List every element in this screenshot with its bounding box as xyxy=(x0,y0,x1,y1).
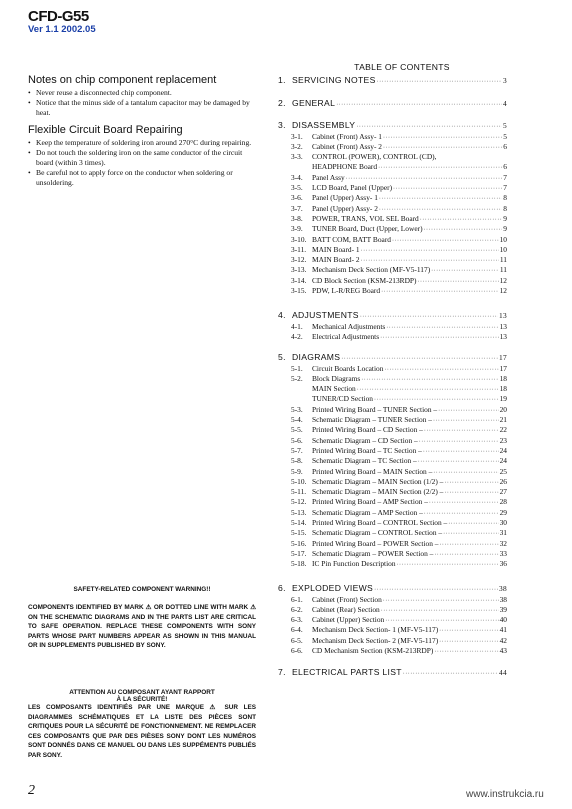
toc-page-number: 38 xyxy=(499,584,507,593)
toc-leader xyxy=(381,289,499,295)
toc-page-number: 28 xyxy=(499,497,507,507)
toc-subsection-number: 3-1. xyxy=(291,131,303,141)
toc-page-number: 10 xyxy=(499,234,507,244)
toc-subsection[interactable] xyxy=(291,286,507,295)
safety-warning-fr-title-1: ATTENTION AU COMPOSANT AYANT RAPPORT xyxy=(69,689,215,696)
toc-subsection-label: Printed Wiring Board – TUNER Section – xyxy=(312,404,438,414)
toc-subsection[interactable] xyxy=(291,487,507,496)
toc-section[interactable] xyxy=(278,75,507,85)
toc-subsection-number: 5-6. xyxy=(291,435,303,445)
toc-page-number: 11 xyxy=(499,255,507,265)
toc-page-number: 13 xyxy=(499,321,507,331)
toc-subsection-number: 5-12. xyxy=(291,497,307,507)
toc-leader xyxy=(379,196,502,202)
chip-notes-list xyxy=(28,88,256,118)
list-item: • Notice that the minus side of a tantalum capacitor may be damaged by heat. xyxy=(28,98,256,118)
toc-subsection-number: 5-9. xyxy=(291,466,303,476)
toc-page-number: 6 xyxy=(503,141,507,151)
toc-leader xyxy=(419,439,499,445)
toc-subsection-number: 3-8. xyxy=(291,213,303,223)
toc-leader xyxy=(383,145,502,151)
toc-section-number: 7. xyxy=(278,667,286,677)
toc-subsection-label: CD Mechanism Section (KSM-213RDP) xyxy=(312,646,434,655)
toc-page-number: 8 xyxy=(503,203,507,213)
toc-subsection[interactable] xyxy=(291,374,507,383)
toc-subsection-number: 3-7. xyxy=(291,203,303,213)
toc-page-number: 10 xyxy=(499,244,507,254)
toc-leader xyxy=(444,490,498,496)
toc-subsection-label: HEADPHONE Board xyxy=(312,162,378,172)
toc-subsection[interactable] xyxy=(291,265,507,274)
toc-page-number: 9 xyxy=(503,224,507,234)
toc-subsection-number: 6-4. xyxy=(291,625,303,635)
toc-subsection-label: Printed Wiring Board – CD Section – xyxy=(312,425,423,435)
toc-subsection[interactable] xyxy=(291,255,507,264)
toc-subsection-number: 5-15. xyxy=(291,528,307,538)
version-label: Ver 1.1 2002.05 xyxy=(28,24,96,35)
toc-subsection[interactable] xyxy=(291,605,507,614)
list-item: • Be careful not to apply force on the conductor when soldering or unsoldering. xyxy=(28,168,256,188)
toc-leader xyxy=(424,428,499,434)
toc-subsection[interactable] xyxy=(291,332,507,341)
toc-subsection-number: 5-5. xyxy=(291,425,303,435)
toc-section-number: 6. xyxy=(278,583,286,593)
toc-section[interactable] xyxy=(278,583,507,593)
toc-subsection-label: Schematic Diagram – MAIN Section (1/2) – xyxy=(312,476,444,486)
toc-section-label: ADJUSTMENTS xyxy=(292,310,359,320)
toc-leader xyxy=(377,79,502,85)
toc-page-number: 11 xyxy=(499,265,507,275)
toc-page-number: 18 xyxy=(499,384,507,394)
toc-subsection-number: 5-10. xyxy=(291,476,307,486)
list-item: • Keep the temperature of soldering iron around 270°C during repairing. xyxy=(28,138,256,148)
toc-page-number: 27 xyxy=(499,487,507,497)
toc-subsection-label: CONTROL (POWER), CONTROL (CD), xyxy=(312,152,437,162)
toc-subsection[interactable] xyxy=(291,497,507,506)
toc-subsection-number: 5-3. xyxy=(291,404,303,414)
toc-leader xyxy=(386,325,498,331)
flex-notes-list xyxy=(28,138,256,188)
toc-leader xyxy=(392,238,499,244)
toc-page-number: 24 xyxy=(499,445,507,455)
toc-subsection-label: LCD Board, Panel (Upper) xyxy=(312,183,393,192)
toc-page-number: 25 xyxy=(499,466,507,476)
toc-subsection-number: 3-9. xyxy=(291,224,303,234)
toc-subsection-label: Panel (Upper) Assy- 1 xyxy=(312,193,378,203)
toc-subsection-label: TUNER/CD Section xyxy=(312,394,373,404)
toc-leader xyxy=(434,649,498,655)
toc-page-number: 43 xyxy=(499,646,507,655)
toc-subsection-label: Printed Wiring Board – AMP Section – xyxy=(312,497,428,507)
toc-subsection[interactable] xyxy=(291,204,507,213)
toc-subsection[interactable] xyxy=(291,322,507,331)
toc-leader xyxy=(424,227,503,233)
toc-leader xyxy=(418,279,499,285)
toc-section[interactable] xyxy=(278,352,507,362)
toc-leader xyxy=(431,268,499,274)
toc-subsection[interactable] xyxy=(291,245,507,254)
toc-leader xyxy=(361,377,498,383)
toc-subsection-label: Schematic Diagram – TUNER Section – xyxy=(312,415,432,424)
toc-subsection-label: MAIN Board- 1 xyxy=(312,244,360,254)
toc-section[interactable] xyxy=(278,98,507,108)
toc-leader xyxy=(383,598,499,604)
toc-subsection[interactable] xyxy=(291,625,507,634)
toc-page-number: 38 xyxy=(499,594,507,604)
toc-leader xyxy=(361,258,499,264)
safety-warning-title: SAFETY-RELATED COMPONENT WARNING!! xyxy=(73,586,211,593)
toc-subsection-number: 3-13. xyxy=(291,265,307,275)
toc-subsection-number: 6-6. xyxy=(291,646,303,655)
toc-subsection-number: 5-14. xyxy=(291,518,307,527)
toc-subsection-number: 3-6. xyxy=(291,193,303,203)
toc-subsection-label: Mechanism Deck Section- 1 (MF-V5-117) xyxy=(312,625,439,635)
toc-subsection-number: 5-13. xyxy=(291,507,307,517)
toc-page-number: 24 xyxy=(499,456,507,466)
toc-subsection-label: Schematic Diagram – MAIN Section (2/2) – xyxy=(312,487,444,497)
toc-page-number: 22 xyxy=(499,425,507,435)
toc-subsection-label: CD Block Section (KSM-213RDP) xyxy=(312,275,417,285)
safety-warning-fr-title-2: À LA SÉCURITÉ! xyxy=(116,696,168,703)
toc-section-label: DISASSEMBLY xyxy=(292,120,356,130)
toc-leader xyxy=(429,500,499,506)
toc-page-number: 31 xyxy=(499,528,507,538)
toc-subsection[interactable] xyxy=(291,615,507,624)
toc-leader xyxy=(385,618,498,624)
toc-leader xyxy=(378,165,502,171)
toc-subsection[interactable] xyxy=(291,518,507,527)
safety-warning-fr xyxy=(28,689,256,761)
toc-page-number: 13 xyxy=(499,311,507,320)
toc-page-number: 9 xyxy=(503,213,507,223)
toc-subsection-label: Panel Assy xyxy=(312,172,345,182)
toc-subsection[interactable] xyxy=(291,559,507,568)
toc-subsection-label: Printed Wiring Board – MAIN Section – xyxy=(312,466,433,476)
toc-subsection-label: MAIN Board- 2 xyxy=(312,255,360,265)
toc-subsection-number: 3-12. xyxy=(291,255,307,265)
toc-leader xyxy=(374,587,498,593)
toc-page-number: 40 xyxy=(499,615,507,625)
toc-page-number: 30 xyxy=(499,518,507,527)
toc-leader xyxy=(423,449,499,455)
toc-subsection-number: 3-10. xyxy=(291,234,307,244)
toc-subsection-number: 6-1. xyxy=(291,594,303,604)
toc-section-number: 4. xyxy=(278,310,286,320)
toc-page-number: 6 xyxy=(503,162,507,172)
model-title: CFD-G55 xyxy=(28,8,89,25)
toc-section-number: 3. xyxy=(278,120,286,130)
toc-page-number: 32 xyxy=(499,538,507,548)
safety-warning-en xyxy=(28,586,256,651)
toc-leader xyxy=(336,102,502,108)
toc-subsection-number: 5-4. xyxy=(291,415,303,424)
toc-page-number: 19 xyxy=(499,394,507,404)
toc-subsection[interactable] xyxy=(291,467,507,476)
toc-subsection-number: 5-16. xyxy=(291,538,307,548)
toc-subsection-label: Mechanism Deck Section (MF-V5-117) xyxy=(312,265,431,275)
toc-subsection-label: Electrical Adjustments xyxy=(312,331,380,341)
toc-leader xyxy=(448,521,498,527)
toc-subsection[interactable] xyxy=(291,446,507,455)
toc-leader xyxy=(443,531,499,537)
list-item: • Never reuse a disconnected chip component. xyxy=(28,88,256,98)
toc-page-number: 5 xyxy=(503,131,507,141)
toc-subsection-label: Block Diagrams xyxy=(312,373,361,383)
toc-subsection[interactable] xyxy=(291,193,507,202)
toc-subsection-number: 3-5. xyxy=(291,183,303,192)
list-item: • Do not touch the soldering iron on the same conductor of the circuit board (within 3 times). xyxy=(28,148,256,168)
toc-subsection-label: Panel (Upper) Assy- 2 xyxy=(312,203,378,213)
toc-section-number: 1. xyxy=(278,75,286,85)
toc-subsection[interactable] xyxy=(291,436,507,445)
toc-subsection-label: Schematic Diagram – CONTROL Section – xyxy=(312,528,443,538)
toc-section[interactable] xyxy=(278,310,507,320)
toc-leader xyxy=(433,470,498,476)
toc-subsection-label: Printed Wiring Board – CONTROL Section – xyxy=(312,518,448,527)
toc-section[interactable] xyxy=(278,667,507,677)
toc-leader xyxy=(397,562,499,568)
toc-page-number: 26 xyxy=(499,476,507,486)
toc-subsection-number: 3-15. xyxy=(291,286,307,295)
toc-page-number: 21 xyxy=(499,415,507,424)
toc-subsection[interactable] xyxy=(291,646,507,655)
toc-subsection-number: 6-3. xyxy=(291,615,303,625)
toc-page-number: 8 xyxy=(503,193,507,203)
toc-subsection-label: Schematic Diagram – AMP Section – xyxy=(312,507,423,517)
toc-subsection-label: POWER, TRANS, VOL SEL Board xyxy=(312,213,419,223)
toc-leader xyxy=(438,408,499,414)
toc-leader xyxy=(356,124,502,130)
toc-leader xyxy=(403,671,498,677)
toc-page-number: 36 xyxy=(499,559,507,569)
toc-subsection[interactable] xyxy=(291,276,507,285)
toc-leader xyxy=(439,639,498,645)
toc-page-number: 42 xyxy=(499,635,507,645)
toc-leader xyxy=(424,511,499,517)
safety-warning-fr-body: LES COMPOSANTS IDENTIFIÉS PAR UNE MARQUE ⚠ SUR LES DIAGRAMMES SCHÉMATIQUES ET LA LISTE DES PIÈCES SONT CRITIQUES POUR LA SÉCURITÉ DE FONCTIONNEMENT. NE REMPLACER CES COMPOSANTS QUE PAR DES PIÈSES SONY DONT LES NUMÉROS SONT DONNÉS DANS CE MANUEL OU DANS LES SUPPÉMENTS PUBLIÉS PAR SONY. xyxy=(28,704,256,759)
toc-page-number: 4 xyxy=(503,99,507,108)
toc-page-number: 41 xyxy=(499,625,507,635)
toc-section-label: SERVICING NOTES xyxy=(292,75,376,85)
toc-subsection[interactable] xyxy=(291,132,507,141)
safety-warning-body: COMPONENTS IDENTIFIED BY MARK ⚠ OR DOTTED LINE WITH MARK ⚠ ON THE SCHEMATIC DIAGRAMS AND IN THE PARTS LIST ARE CRITICAL TO SAFE OPERATION. REPLACE THESE COMPONENTS WITH SONY PARTS WHOSE PART NUMBERS APPEAR AS SHOWN IN THIS MANUAL OR IN SUPPLEMENTS PUBLISHED BY SONY. xyxy=(28,604,256,650)
toc-subsection[interactable] xyxy=(291,364,507,373)
toc-subsection-label: Printed Wiring Board – POWER Section – xyxy=(312,538,439,548)
toc-subsection-label: Cabinet (Front) Section xyxy=(312,594,382,604)
toc-subsection[interactable] xyxy=(291,394,507,403)
toc-subsection-label: Mechanical Adjustments xyxy=(312,321,386,331)
toc-leader xyxy=(360,314,498,320)
toc-leader xyxy=(346,176,503,182)
toc-subsection-number: 4-2. xyxy=(291,331,303,341)
toc-leader xyxy=(383,135,502,141)
toc-leader xyxy=(418,459,499,465)
toc-page-number: 39 xyxy=(499,604,507,614)
toc-subsection[interactable] xyxy=(291,456,507,465)
toc-page-number: 12 xyxy=(499,275,507,285)
toc-subsection-number: 4-1. xyxy=(291,321,303,331)
chip-notes xyxy=(28,74,256,118)
toc-subsection-number: 5-1. xyxy=(291,363,303,373)
toc-subsection-number: 3-4. xyxy=(291,172,303,182)
toc-subsection[interactable] xyxy=(291,162,507,171)
toc-page-number: 44 xyxy=(499,668,507,677)
toc-subsection-number: 3-2. xyxy=(291,141,303,151)
toc-section-label: DIAGRAMS xyxy=(292,352,341,362)
toc-subsection-label: Cabinet (Front) Assy- 1 xyxy=(312,131,383,141)
toc-subsection-label: Mechanism Deck Section- 2 (MF-V5-117) xyxy=(312,635,439,645)
toc-subsection-label: Cabinet (Upper) Section xyxy=(312,615,385,625)
toc-subsection[interactable] xyxy=(291,183,507,192)
toc-title: TABLE OF CONTENTS xyxy=(354,62,450,72)
toc-subsection-number: 5-11. xyxy=(291,487,307,497)
toc-subsection-label: TUNER Board, Duct (Upper, Lower) xyxy=(312,224,423,234)
toc-page-number: 33 xyxy=(499,548,507,558)
toc-subsection[interactable] xyxy=(291,636,507,645)
toc-subsection[interactable] xyxy=(291,539,507,548)
toc-subsection[interactable] xyxy=(291,405,507,414)
toc-subsection-label: Schematic Diagram – TC Section – xyxy=(312,456,417,466)
toc-leader xyxy=(444,480,498,486)
toc-subsection[interactable] xyxy=(291,528,507,537)
toc-leader xyxy=(384,367,498,373)
toc-subsection-label: BATT COM, BATT Board xyxy=(312,234,391,244)
toc-subsection-number: 5-18. xyxy=(291,559,307,569)
toc-section-label: EXPLODED VIEWS xyxy=(292,583,374,593)
chip-notes-title: Notes on chip component replacement xyxy=(28,74,217,86)
toc-subsection[interactable] xyxy=(291,214,507,223)
toc-subsection[interactable] xyxy=(291,173,507,182)
toc-subsection-label: IC Pin Function Description xyxy=(312,559,396,569)
toc-subsection[interactable] xyxy=(291,425,507,434)
toc-section[interactable] xyxy=(278,120,507,130)
toc-page-number: 20 xyxy=(499,404,507,414)
toc-leader xyxy=(381,608,499,614)
toc-subsection-label: Printed Wiring Board – TC Section – xyxy=(312,445,422,455)
toc-section-label: GENERAL xyxy=(292,98,336,108)
toc-subsection-number: 3-11. xyxy=(291,244,307,254)
page-number: 2 xyxy=(28,783,35,798)
toc-leader xyxy=(439,628,498,634)
toc-subsection-number: 5-2. xyxy=(291,373,303,383)
toc-leader xyxy=(439,542,498,548)
toc-subsection-label: Cabinet (Rear) Section xyxy=(312,604,380,614)
toc-subsection-label: Cabinet (Front) Assy- 2 xyxy=(312,141,383,151)
toc-subsection[interactable] xyxy=(291,595,507,604)
toc-page-number: 12 xyxy=(499,286,507,295)
toc-page-number: 5 xyxy=(503,121,507,130)
toc-subsection[interactable] xyxy=(291,549,507,558)
toc-section-label: ELECTRICAL PARTS LIST xyxy=(292,667,402,677)
toc-subsection-number: 6-2. xyxy=(291,604,303,614)
toc-section-number: 2. xyxy=(278,98,286,108)
toc-page-number: 18 xyxy=(499,373,507,383)
toc-subsection[interactable] xyxy=(291,415,507,424)
toc-subsection[interactable] xyxy=(291,477,507,486)
toc-subsection[interactable] xyxy=(291,142,507,151)
toc-subsection-label: Schematic Diagram – POWER Section – xyxy=(312,548,434,558)
toc-page-number: 7 xyxy=(503,183,507,192)
toc-subsection-label: Schematic Diagram – CD Section – xyxy=(312,435,418,445)
toc-page-number: 17 xyxy=(499,353,507,362)
toc-subsection[interactable] xyxy=(291,508,507,517)
toc-subsection-label: MAIN Section xyxy=(312,384,356,394)
toc-leader xyxy=(434,552,498,558)
flex-notes-title: Flexible Circuit Board Repairing xyxy=(28,124,183,136)
toc-leader xyxy=(380,335,498,341)
toc-subsection-number: 5-8. xyxy=(291,456,303,466)
toc-subsection-number: 3-3. xyxy=(291,152,303,162)
toc-page-number: 29 xyxy=(499,507,507,517)
toc-leader xyxy=(341,356,498,362)
toc-leader xyxy=(420,217,503,223)
toc-leader xyxy=(379,207,502,213)
toc-page-number: 23 xyxy=(499,435,507,445)
toc-subsection[interactable] xyxy=(291,152,507,161)
toc-subsection-number: 5-17. xyxy=(291,548,307,558)
toc-subsection-label: Circuit Boards Location xyxy=(312,363,384,373)
toc-subsection[interactable] xyxy=(291,384,507,393)
toc-subsection[interactable] xyxy=(291,235,507,244)
toc-leader xyxy=(393,186,502,192)
toc-leader xyxy=(374,397,499,403)
toc-subsection-label: PDW, L-R/REG Board xyxy=(312,286,381,295)
watermark: www.instrukcia.ru xyxy=(466,789,544,800)
toc-leader xyxy=(433,418,499,424)
toc-subsection-number: 6-5. xyxy=(291,635,303,645)
toc-page-number: 7 xyxy=(503,172,507,182)
toc-subsection-number: 3-14. xyxy=(291,275,307,285)
toc-page-number: 17 xyxy=(499,363,507,373)
toc-page-number: 13 xyxy=(499,331,507,341)
toc-leader xyxy=(361,248,499,254)
flex-notes xyxy=(28,124,256,188)
toc-page-number: 3 xyxy=(503,76,507,85)
toc-section-number: 5. xyxy=(278,352,286,362)
toc-subsection-number: 5-7. xyxy=(291,445,303,455)
toc-subsection[interactable] xyxy=(291,224,507,233)
toc-leader xyxy=(357,387,499,393)
